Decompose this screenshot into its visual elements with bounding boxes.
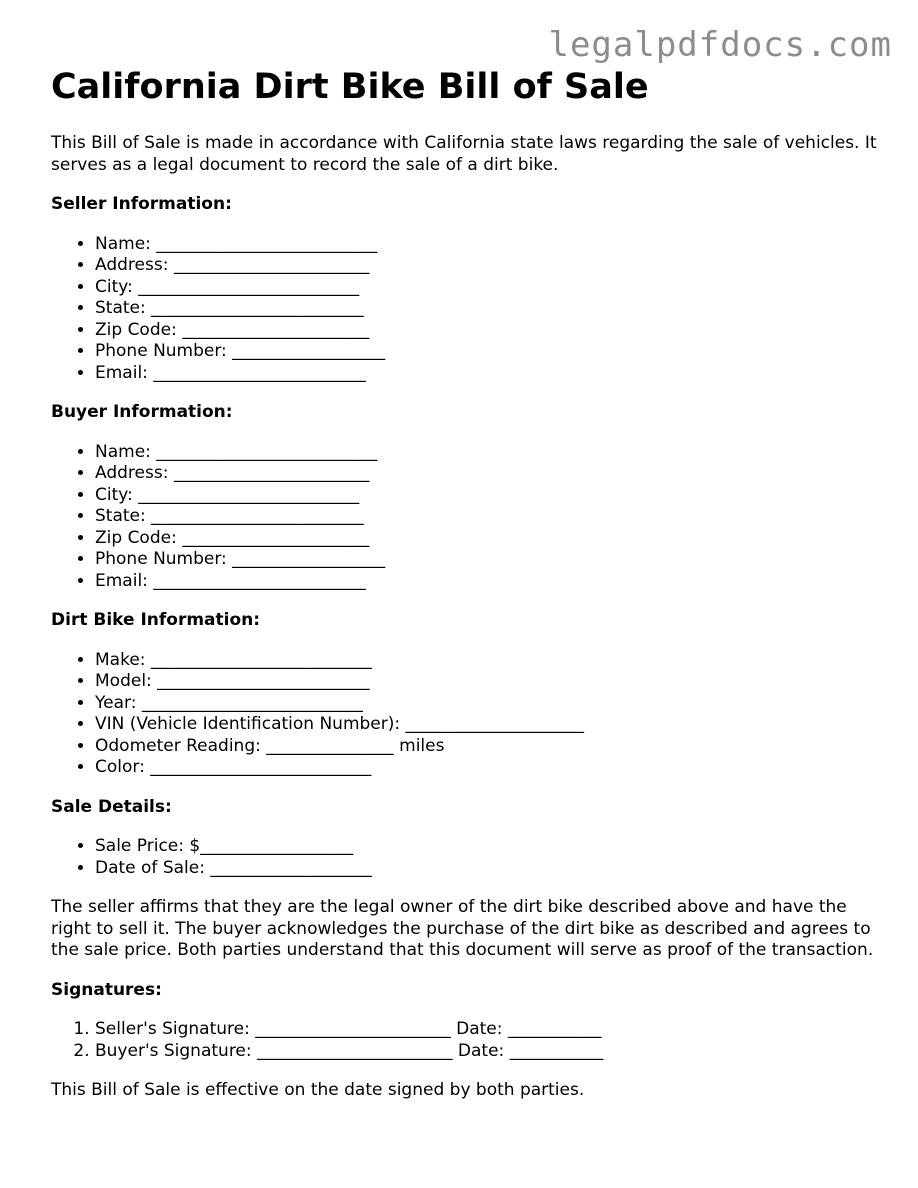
document-page — [51, 66, 881, 1102]
bike-model-field: • Model: _________________________ — [95, 671, 881, 693]
intro-paragraph: This Bill of Sale is made in accordance with California state laws regarding the sale of vehicles. It serves as a legal document to record the sale of a dirt bike. — [51, 133, 877, 175]
buyer-signature-line: 2. Buyer's Signature: _______________________ Date: ___________ — [95, 1041, 881, 1063]
bike-year-field: • Year: __________________________ — [95, 693, 881, 715]
signatures-heading: Signatures: — [51, 979, 162, 1000]
signatures-list — [51, 1019, 881, 1062]
watermark: legalpdfdocs.com — [548, 25, 892, 65]
sale-price-field: • Sale Price: $__________________ — [95, 836, 881, 858]
buyer-heading: Buyer Information: — [51, 402, 233, 422]
seller-email-field: • Email: _________________________ — [95, 363, 881, 385]
bike-heading: Dirt Bike Information: — [51, 610, 261, 630]
bike-fields-list — [51, 650, 881, 779]
seller-heading: Seller Information: — [51, 194, 232, 214]
seller-name-field: • Name: __________________________ — [95, 234, 881, 256]
sale-date-field: • Date of Sale: ___________________ — [95, 858, 881, 880]
seller-fields-list — [51, 234, 881, 385]
bike-make-field: • Make: __________________________ — [95, 650, 881, 672]
buyer-address-field: • Address: _______________________ — [95, 463, 881, 485]
seller-signature-line: 1. Seller's Signature: _______________________ Date: ___________ — [95, 1019, 881, 1041]
closing-paragraph: This Bill of Sale is effective on the date signed by both parties. — [51, 1080, 585, 1100]
buyer-state-field: • State: _________________________ — [95, 506, 881, 528]
buyer-city-field: • City: __________________________ — [95, 485, 881, 507]
buyer-email-field: • Email: _________________________ — [95, 571, 881, 593]
sale-heading: Sale Details: — [51, 796, 172, 817]
sale-fields-list — [51, 836, 881, 879]
seller-zip-field: • Zip Code: ______________________ — [95, 320, 881, 342]
seller-city-field: • City: __________________________ — [95, 277, 881, 299]
buyer-fields-list — [51, 442, 881, 593]
buyer-phone-field: • Phone Number: __________________ — [95, 549, 881, 571]
buyer-name-field: • Name: __________________________ — [95, 442, 881, 464]
seller-state-field: • State: _________________________ — [95, 298, 881, 320]
buyer-zip-field: • Zip Code: ______________________ — [95, 528, 881, 550]
seller-address-field: • Address: _______________________ — [95, 255, 881, 277]
bike-odometer-field: • Odometer Reading: _______________ miles — [95, 736, 881, 758]
bike-vin-field: • VIN (Vehicle Identification Number): _____________________ — [95, 714, 881, 736]
page-title: California Dirt Bike Bill of Sale — [51, 67, 649, 107]
seller-phone-field: • Phone Number: __________________ — [95, 341, 881, 363]
bike-color-field: • Color: __________________________ — [95, 757, 881, 779]
affirmation-paragraph: The seller affirms that they are the legal owner of the dirt bike described above and have the right to sell it. The buyer acknowledges the purchase of the dirt bike as described and agrees to the sale price. Both parties understand that this document will serve as proof of the transaction. — [51, 897, 874, 960]
